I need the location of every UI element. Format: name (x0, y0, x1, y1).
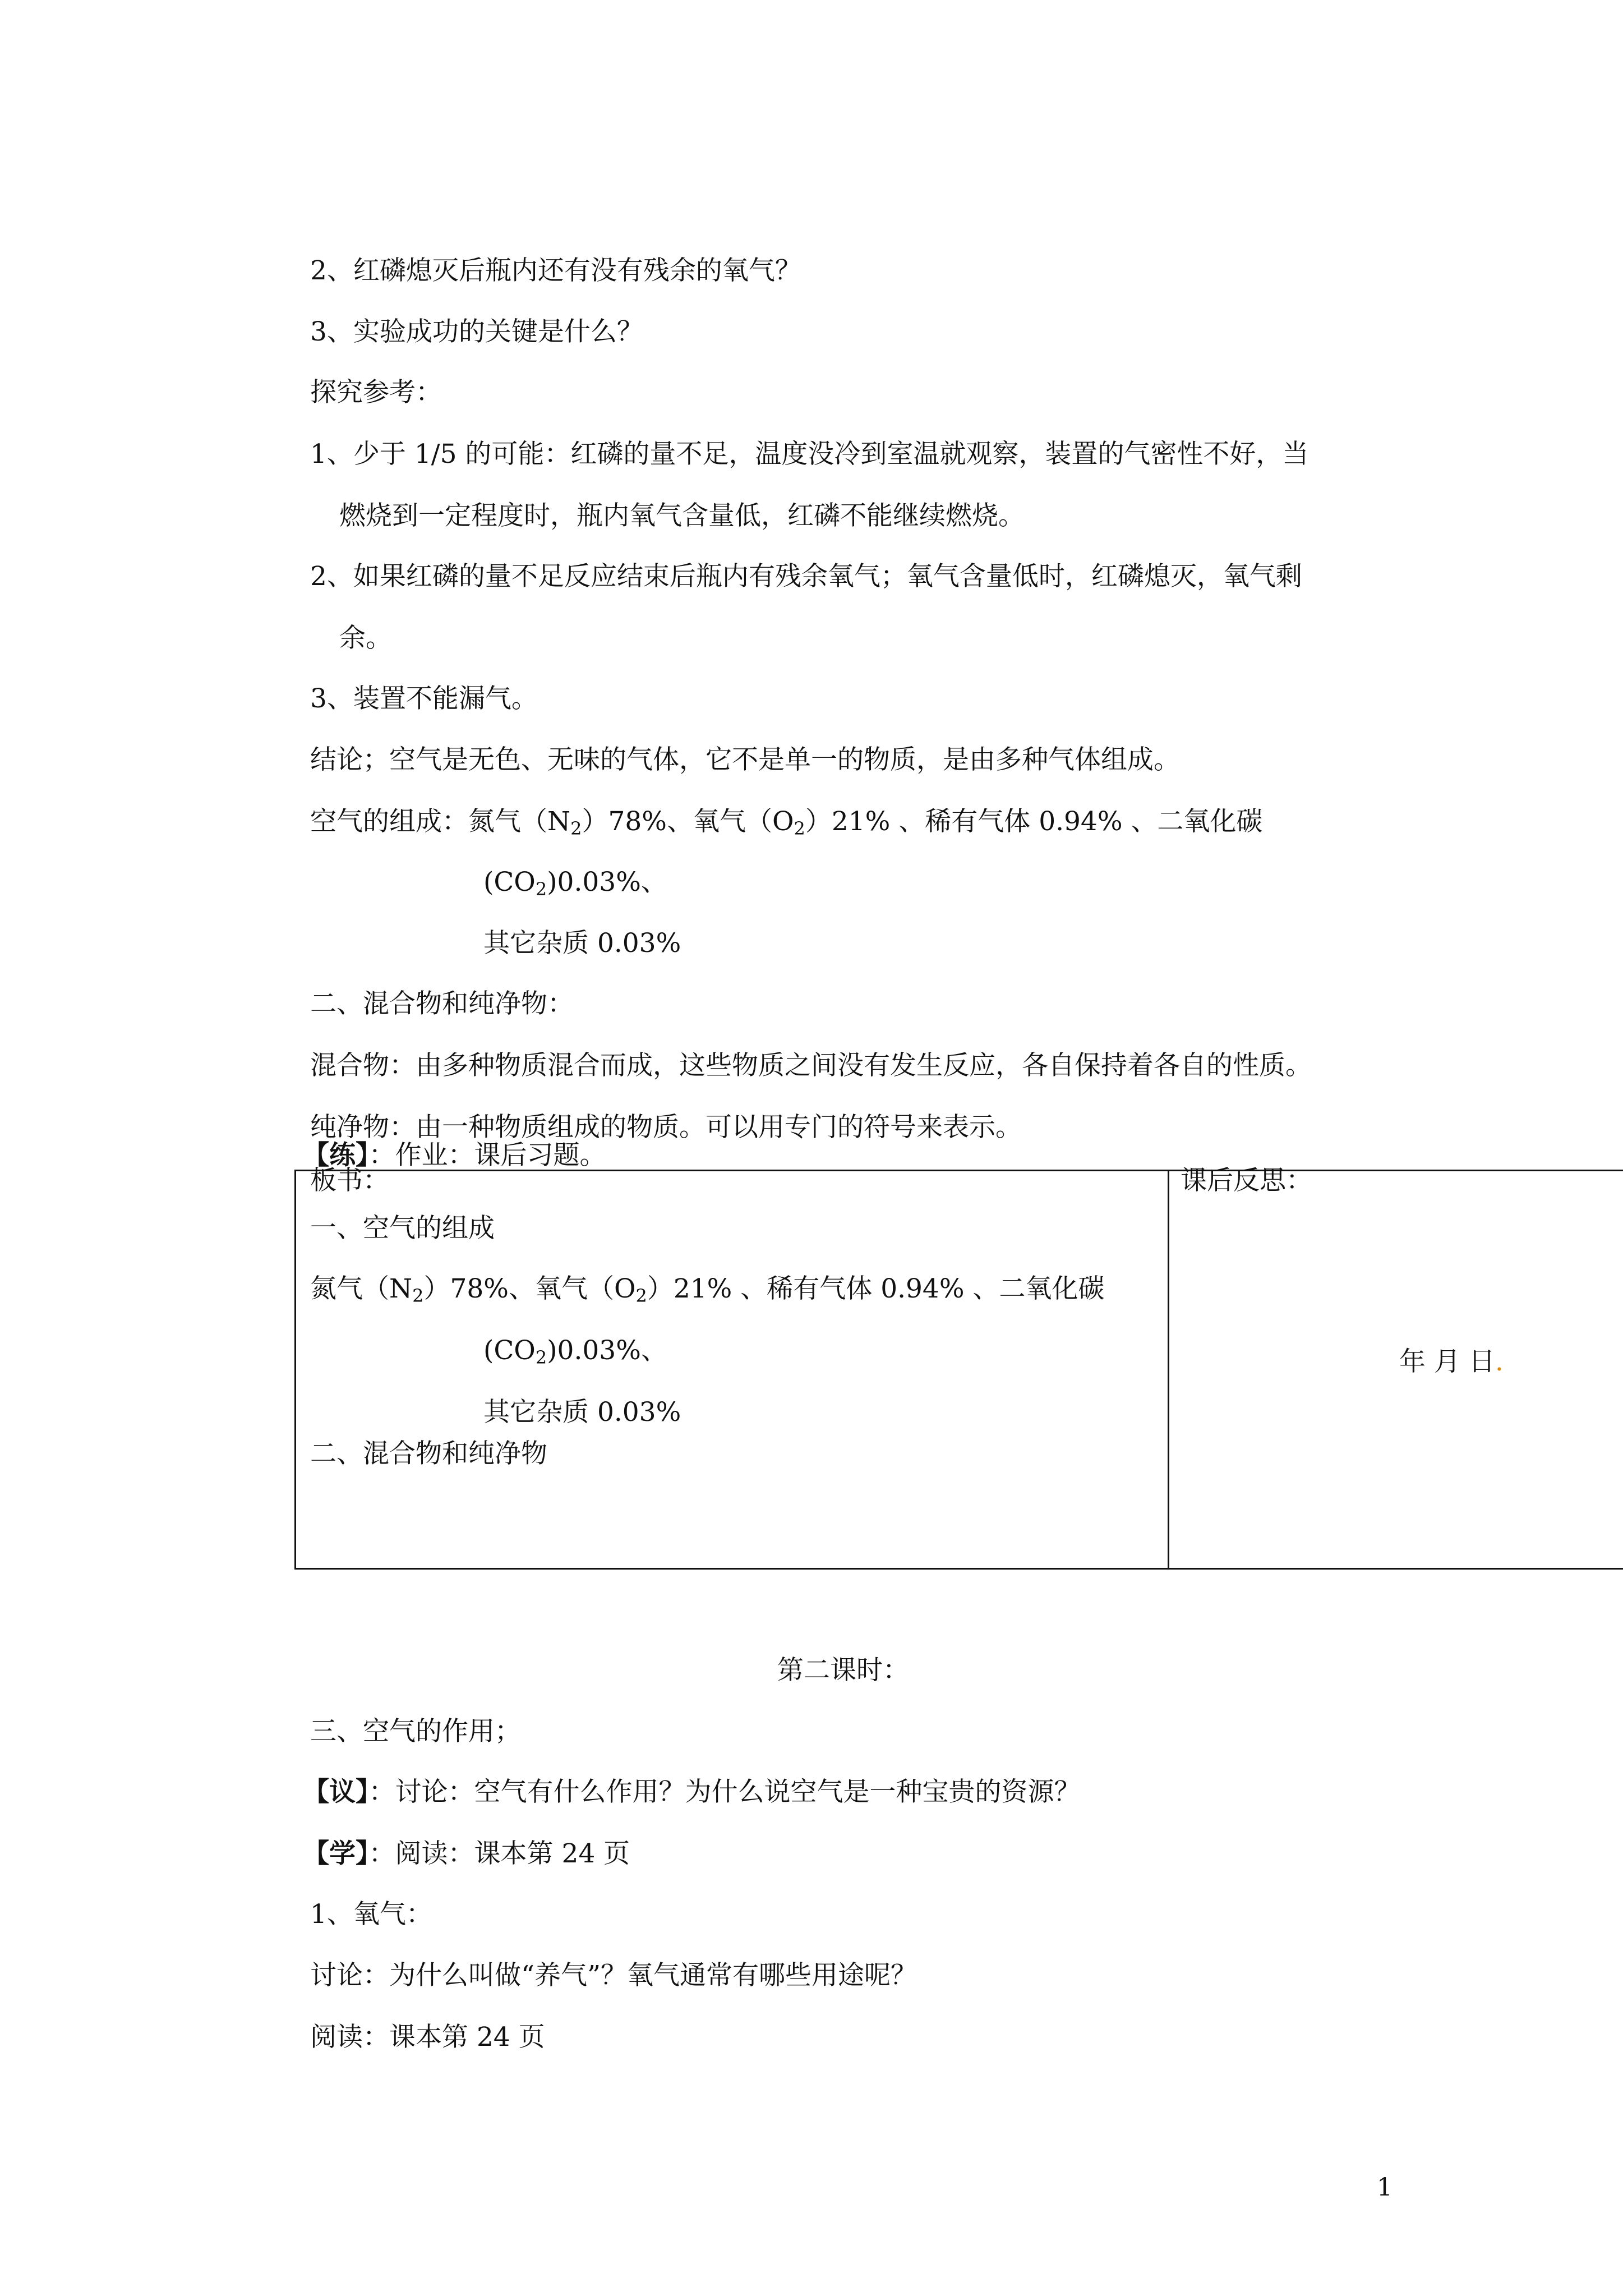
date-field: 年 月 日. (1399, 1346, 1504, 1377)
air-composition: 空气的组成：氮气$(N_2)78\%$、氧气$(O_2)21\%$ 、稀有气体 0.94% 、二氧化碳 (310, 806, 1263, 839)
reference-3: 3、装置不能漏气。 (310, 683, 538, 714)
reference-2-line-1: 2、如果红磷的量不足反应结束后瓶内有残余氧气；氧气含量低时，红磷熄灭，氧气剩 (310, 561, 1302, 592)
board-co2: $(CO_2)0.03\%$、 (483, 1335, 667, 1368)
reflection-label: 课后反思： (1181, 1165, 1312, 1196)
practice-line: 【练】：作业：课后习题。 (303, 1140, 606, 1171)
pure-substance-definition: 纯净物：由一种物质组成的物质。可以用专门的符号来表示。 (310, 1112, 1022, 1143)
impurity-content: 其它杂质 0.03% (483, 928, 681, 959)
discuss-line: 【议】：讨论：空气有什么作用？为什么说空气是一种宝贵的资源？ (303, 1777, 1081, 1807)
reference-2-line-2: 余。 (339, 623, 392, 654)
reference-1-line-2: 燃烧到一定程度时，瓶内氧气含量低，红磷不能继续燃烧。 (339, 500, 1025, 531)
board-impurity: 其它杂质 0.03% (483, 1397, 681, 1428)
co2-content: $(CO_2)0.03\%$、 (483, 867, 667, 900)
section-2-heading: 二、混合物和纯净物： (310, 988, 574, 1019)
board-label: 板书： (310, 1165, 389, 1196)
table-divider (1168, 1170, 1169, 1570)
board-composition: 氮气$(N_2)78\%$、氧气$(O_2)21\%$ 、稀有气体 0.94% 、二氧化碳 (310, 1273, 1105, 1306)
board-item-1: 一、空气的组成 (310, 1213, 495, 1244)
conclusion: 结论；空气是无色、无味的气体，它不是单一的物质，是由多种气体组成。 (310, 744, 1180, 775)
reference-title: 探究参考： (310, 377, 442, 408)
section-3-heading: 三、空气的作用； (310, 1716, 521, 1747)
page-number: 1 (1377, 2173, 1393, 2202)
board-item-2: 二、混合物和纯净物 (310, 1438, 547, 1469)
oxygen-discussion: 讨论：为什么叫做“养气”？氧气通常有哪些用途呢？ (310, 1960, 917, 1991)
reading-assignment: 阅读：课本第 24 页 (310, 2022, 545, 2053)
question-2: 2、红磷熄灭后瓶内还有没有残余的氧气？ (310, 255, 801, 286)
composition-prefix: 空气的组成： (310, 806, 468, 837)
oxygen-heading: 1、氧气： (310, 1899, 432, 1930)
lesson-2-heading: 第二课时： (777, 1655, 909, 1686)
question-3: 3、实验成功的关键是什么？ (310, 316, 643, 347)
mark-dot-icon: . (1495, 1346, 1504, 1377)
learn-line: 【学】：阅读：课本第 24 页 (303, 1838, 630, 1869)
reference-1-line-1: 1、少于 1/5 的可能：红磷的量不足，温度没冷到室温就观察，装置的气密性不好，当 (310, 439, 1309, 470)
mixture-definition: 混合物：由多种物质混合而成，这些物质之间没有发生反应，各自保持着各自的性质。 (310, 1050, 1312, 1081)
